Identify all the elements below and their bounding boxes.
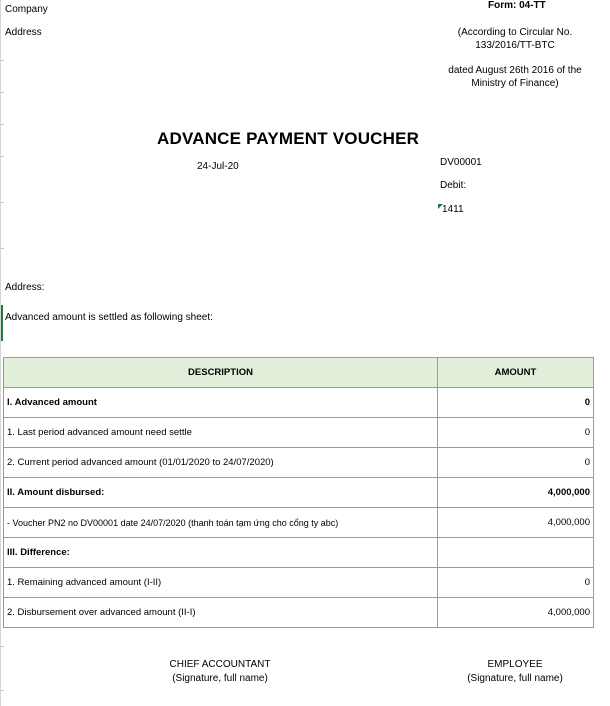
row-tick: [0, 60, 4, 61]
row-description[interactable]: 2. Disbursement over advanced amount (II-I): [4, 598, 438, 628]
employee-signature: [440, 658, 590, 686]
dated-line-1[interactable]: dated August 26th 2016 of the: [448, 65, 582, 76]
row-description[interactable]: - Voucher PN2 no DV00001 date 24/07/2020 (thanh toán tạm ứng cho cổng ty abc): [4, 508, 438, 538]
chief-accountant-note[interactable]: (Signature, full name): [172, 673, 268, 684]
column-header-description[interactable]: DESCRIPTION: [4, 358, 438, 388]
active-cell-marker: [1, 305, 3, 341]
settled-note[interactable]: Advanced amount is settled as following sheet:: [5, 312, 213, 323]
row-amount[interactable]: 0: [438, 388, 594, 418]
voucher-number[interactable]: DV00001: [440, 157, 482, 168]
table-row: [4, 388, 594, 418]
table-header-row: [4, 358, 594, 388]
employee-label[interactable]: EMPLOYEE: [487, 659, 543, 670]
company-label[interactable]: Company: [5, 4, 48, 15]
row-tick: [0, 124, 4, 125]
table-row: [4, 538, 594, 568]
sheet-left-border: [0, 0, 1, 706]
row-description[interactable]: I. Advanced amount: [4, 388, 438, 418]
row-tick: [0, 646, 4, 647]
row-tick: [0, 248, 4, 249]
table-row: [4, 598, 594, 628]
table-row: [4, 448, 594, 478]
table-row: [4, 568, 594, 598]
row-tick: [0, 156, 4, 157]
table-row: [4, 418, 594, 448]
row-description[interactable]: 1. Remaining advanced amount (I-II): [4, 568, 438, 598]
employee-note[interactable]: (Signature, full name): [467, 673, 563, 684]
dated-line-2[interactable]: Ministry of Finance): [471, 78, 559, 89]
row-amount[interactable]: [438, 538, 594, 568]
row-description[interactable]: II. Amount disbursed:: [4, 478, 438, 508]
column-header-amount[interactable]: AMOUNT: [438, 358, 594, 388]
row-amount[interactable]: 4,000,000: [438, 508, 594, 538]
chief-accountant-signature: [140, 658, 300, 686]
row-amount[interactable]: 0: [438, 568, 594, 598]
settlement-table: [3, 357, 594, 628]
row-tick: [0, 92, 4, 93]
row-description[interactable]: III. Difference:: [4, 538, 438, 568]
row-amount[interactable]: 0: [438, 448, 594, 478]
row-description[interactable]: 2. Current period advanced amount (01/01/2020 to 24/07/2020): [4, 448, 438, 478]
voucher-date[interactable]: 24-Jul-20: [197, 161, 239, 172]
voucher-address-label[interactable]: Address:: [5, 282, 45, 293]
debit-account[interactable]: 1411: [442, 204, 464, 215]
table-row: [4, 478, 594, 508]
row-amount[interactable]: 4,000,000: [438, 598, 594, 628]
chief-accountant-label[interactable]: CHIEF ACCOUNTANT: [169, 659, 271, 670]
form-code[interactable]: Form: 04-TT: [488, 0, 546, 11]
row-amount[interactable]: 0: [438, 418, 594, 448]
page-title[interactable]: ADVANCE PAYMENT VOUCHER: [157, 129, 420, 148]
circular-line-1[interactable]: (According to Circular No.: [457, 27, 573, 38]
debit-label[interactable]: Debit:: [440, 180, 467, 191]
address-label[interactable]: Address: [5, 27, 42, 38]
row-tick: [0, 690, 4, 691]
circular-line-2[interactable]: 133/2016/TT-BTC: [475, 40, 555, 51]
row-amount[interactable]: 4,000,000: [438, 478, 594, 508]
table-row: [4, 508, 594, 538]
row-tick: [0, 202, 4, 203]
row-description[interactable]: 1. Last period advanced amount need settle: [4, 418, 438, 448]
